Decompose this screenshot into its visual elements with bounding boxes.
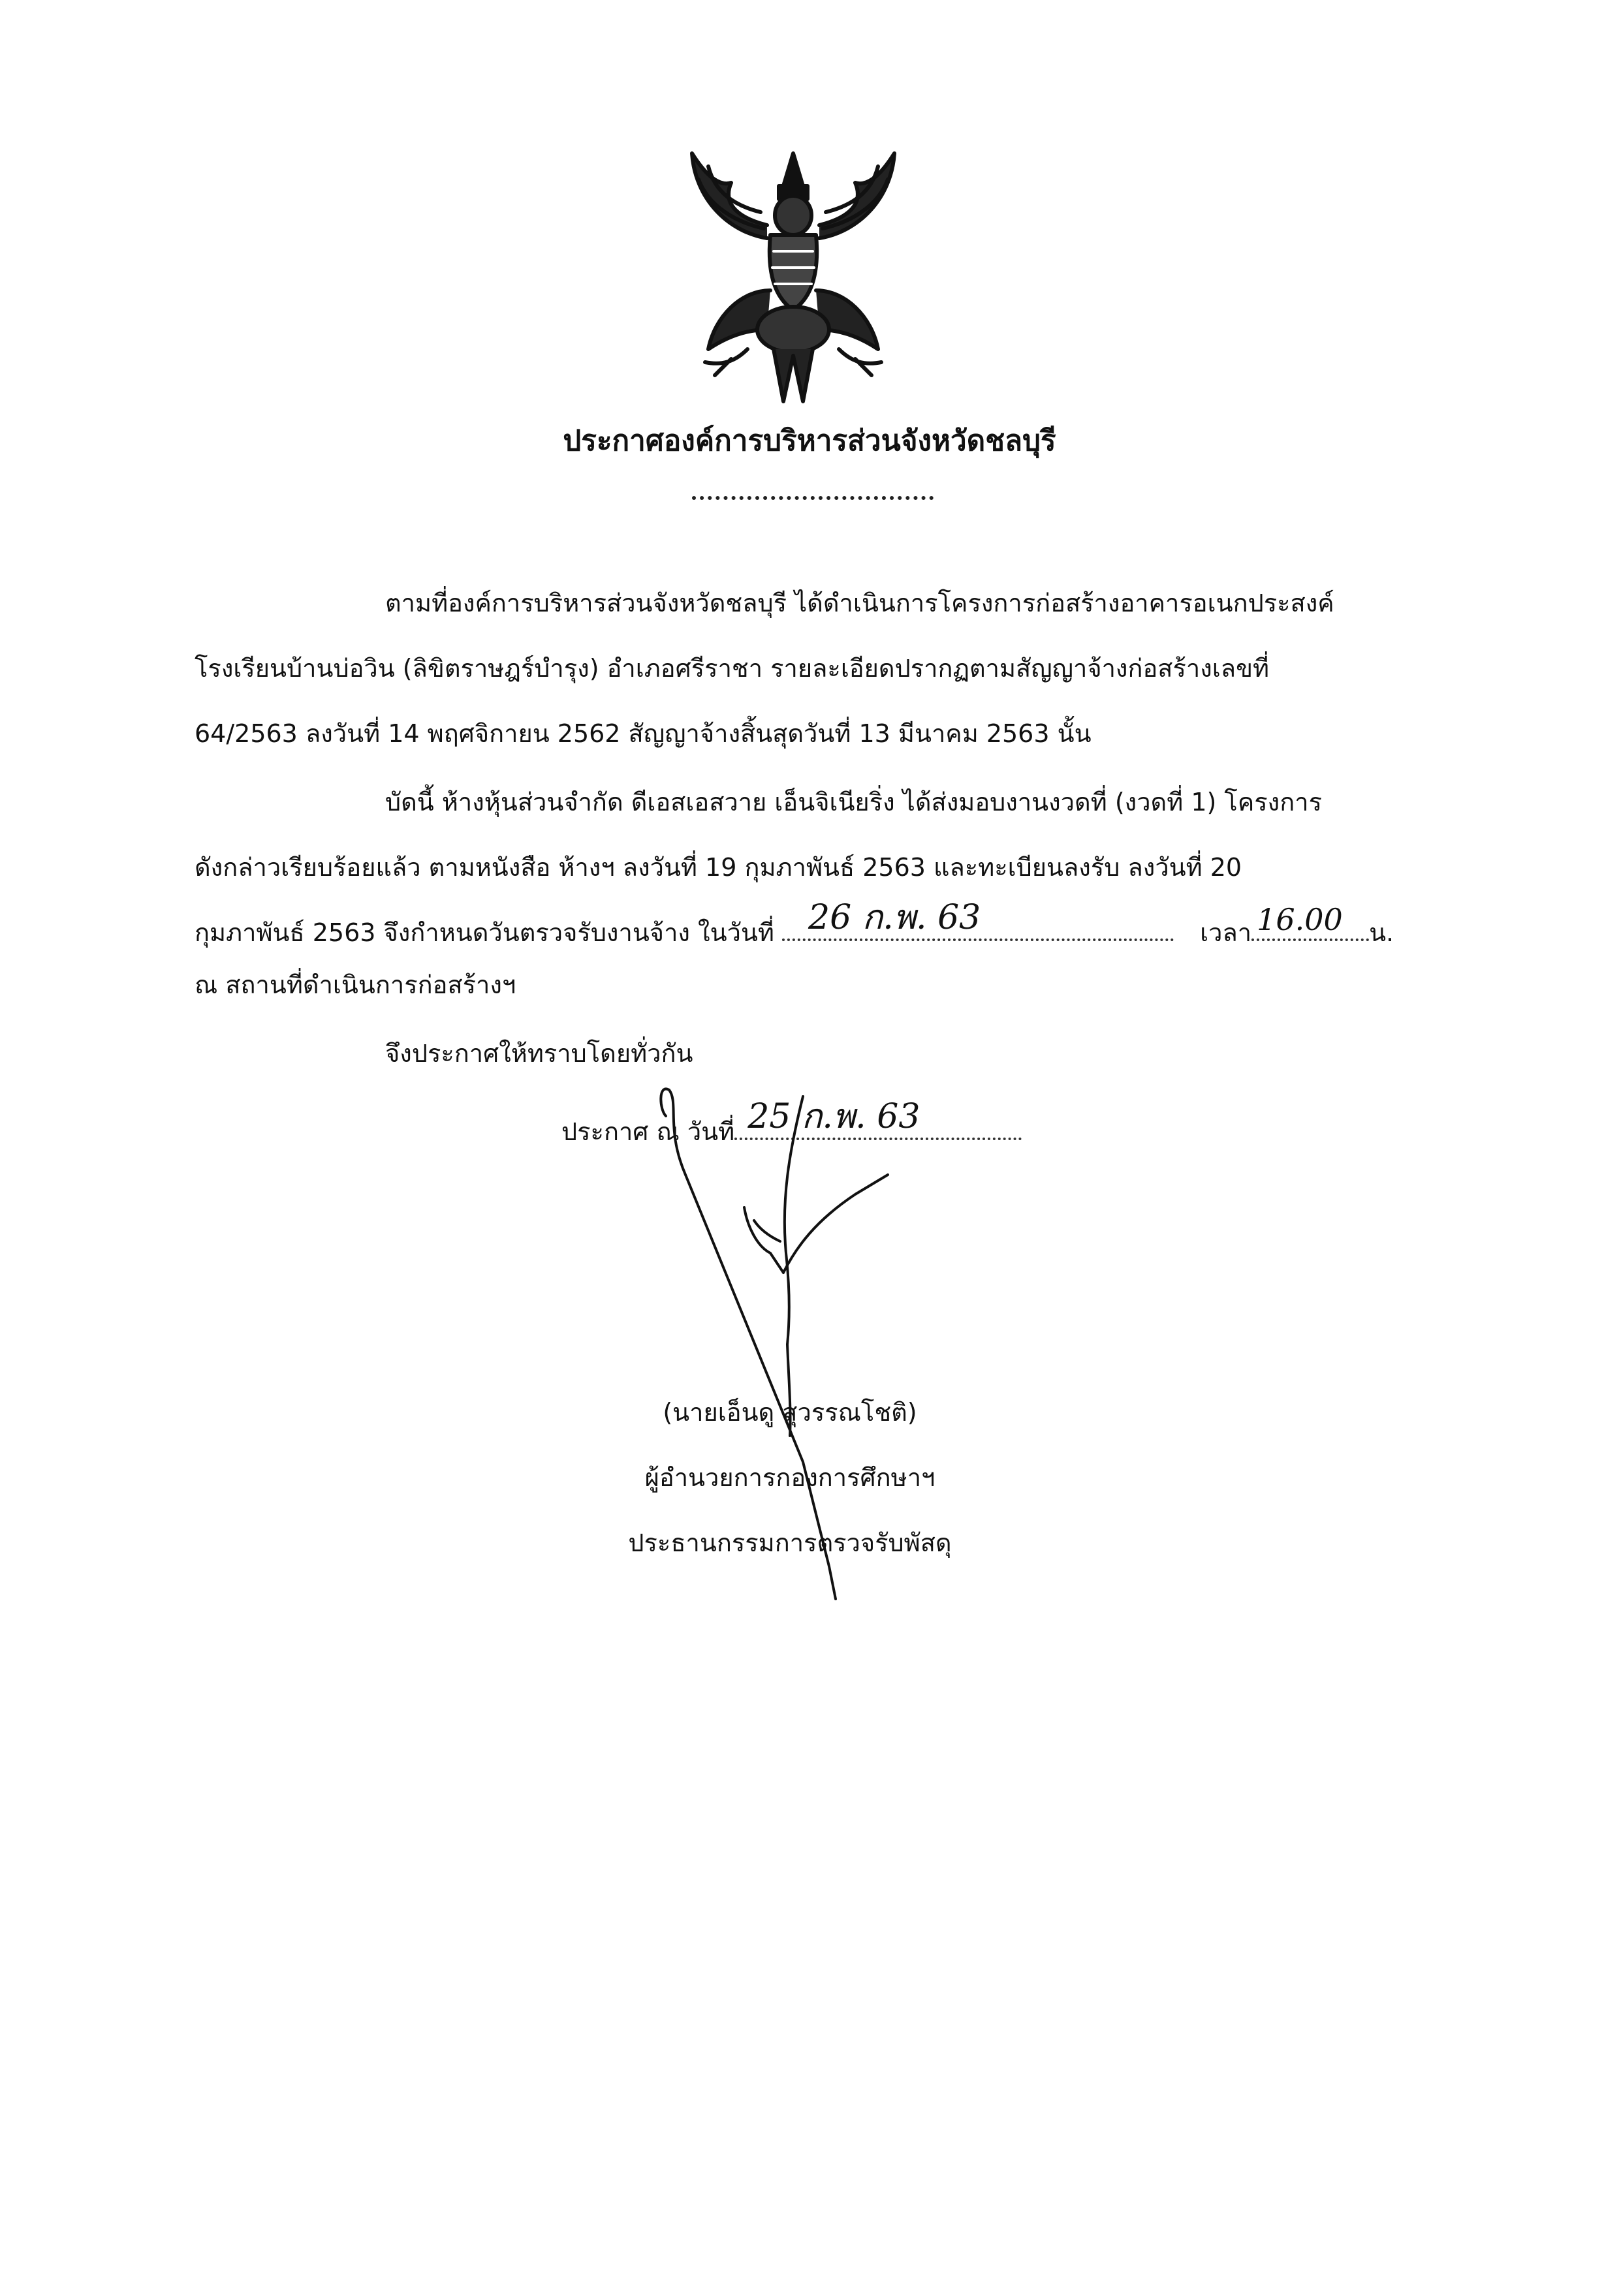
inspection-time-handwritten: 16.00 <box>1257 902 1343 937</box>
paragraph-2-line-3 <box>195 898 1394 947</box>
garuda-emblem-icon <box>669 140 917 408</box>
handwritten-signature <box>640 1070 914 1606</box>
paragraph-1-line-1: ตามที่องค์การบริหารส่วนจังหวัดชลบุรี ได้ดำเนินการโครงการก่อสร้างอาคารอเนกประสงค์ <box>385 589 1334 617</box>
inspection-date-field <box>782 898 1174 941</box>
time-label: เวลา <box>1200 918 1252 947</box>
paragraph-2-line-4: ณ สถานที่ดำเนินการก่อสร้างฯ <box>195 970 516 999</box>
page-title: ประกาศองค์การบริหารส่วนจังหวัดชลบุรี <box>563 424 1056 458</box>
signatory-position-1: ผู้อำนวยการกองการศึกษาฯ <box>644 1463 935 1492</box>
paragraph-2-line-2: ดังกล่าวเรียบร้อยแล้ว ตามหนังสือ ห้างฯ ลงวันที่ 19 กุมภาพันธ์ 2563 และทะเบียนลงรับ ลงวันที่ 20 <box>195 853 1242 882</box>
time-unit: น. <box>1369 918 1394 947</box>
paragraph-2-line-3-text: กุมภาพันธ์ 2563 จึงกำหนดวันตรวจรับงานจ้าง ในวันที่ <box>195 918 774 947</box>
paragraph-2-line-1: บัดนี้ ห้างหุ้นส่วนจำกัด ดีเอสเอสวาย เอ็นจิเนียริ่ง ได้ส่งมอบงานงวดที่ (งวดที่ 1) โครงการ <box>385 788 1322 816</box>
title-divider <box>692 491 934 500</box>
announce-date-handwritten: 25 ก.พ. 63 <box>747 1097 920 1136</box>
signatory-name: (นายเอ็นดู สุวรรณโชติ) <box>663 1398 917 1427</box>
inspection-time-field <box>1251 902 1369 941</box>
signatory-position-2: ประธานกรรมการตรวจรับพัสดุ <box>628 1528 952 1557</box>
paragraph-1-line-2: โรงเรียนบ้านบ่อวิน (ลิขิตราษฎร์บำรุง) อำเภอศรีราชา รายละเอียดปรากฏตามสัญญาจ้างก่อสร้างเลขที่ <box>195 654 1270 683</box>
inspection-date-handwritten: 26 ก.พ. 63 <box>808 898 981 937</box>
closing-statement: จึงประกาศให้ทราบโดยทั่วกัน <box>385 1039 693 1068</box>
announce-label: ประกาศ ณ วันที่ <box>561 1117 735 1146</box>
paragraph-1-line-3: 64/2563 ลงวันที่ 14 พฤศจิกายน 2562 สัญญาจ้างสิ้นสุดวันที่ 13 มีนาคม 2563 นั้น <box>195 719 1092 748</box>
